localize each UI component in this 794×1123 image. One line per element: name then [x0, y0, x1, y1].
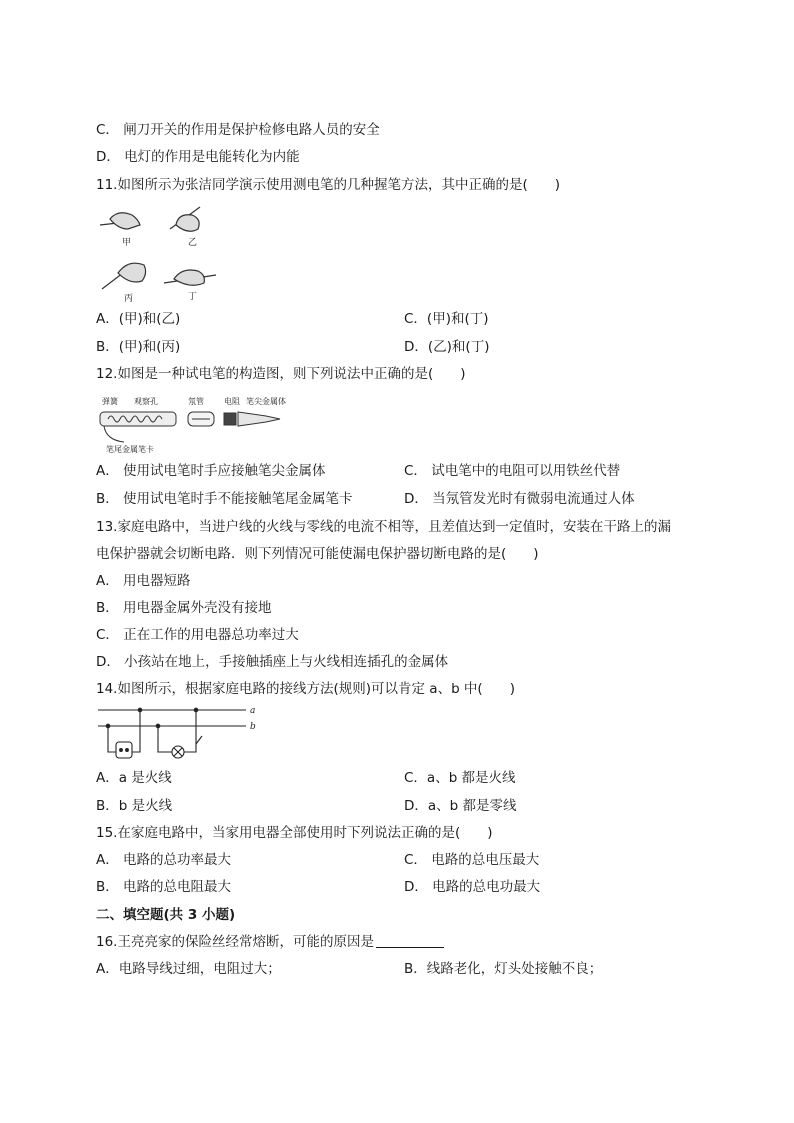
fig11-label-yi: 乙	[188, 238, 198, 248]
section-heading-fill-in: 二、填空题(共 3 小题)	[96, 907, 236, 923]
q12-option-d: D． 当氖管发光时有微弱电流通过人体	[404, 491, 635, 507]
fig12-label-tail-clip: 笔尾金属笔卡	[106, 445, 154, 454]
q11-option-d: D．(乙)和(丁)	[404, 339, 490, 355]
q13-option-d: D． 小孩站在地上，手接触插座上与火线相连插孔的金属体	[96, 654, 449, 670]
q13-option-c: C． 正在工作的用电器总功率过大	[96, 627, 299, 643]
q10-option-c: C． 闸刀开关的作用是保护检修电路人员的安全	[96, 122, 380, 138]
q15-option-d: D． 电路的总电功最大	[404, 879, 541, 895]
q15-stem: 15.在家庭电路中，当家用电器全部使用时下列说法正确的是( )	[96, 825, 493, 841]
q11-option-b: B．(甲)和(丙)	[96, 339, 181, 355]
q12-figure-test-pen	[96, 392, 286, 458]
fig12-label-spring: 弹簧	[102, 397, 118, 406]
q16-stem-text: 16.王亮亮家的保险丝经常熔断，可能的原因是	[96, 934, 374, 950]
q14-option-d: D．a、b 都是零线	[404, 798, 517, 814]
q14-option-b: B．b 是火线	[96, 798, 173, 814]
q12-option-a: A． 使用试电笔时手应接触笔尖金属体	[96, 463, 326, 479]
q14-figure-circuit	[96, 700, 266, 762]
q14-option-a: A．a 是火线	[96, 770, 172, 786]
q13-stem-line2: 电保护器就会切断电路．则下列情况可能使漏电保护器切断电路的是( )	[96, 546, 539, 562]
q12-option-b: B． 使用试电笔时手不能接触笔尾金属笔卡	[96, 491, 353, 507]
q16-option-b: B．线路老化，灯头处接触不良；	[404, 961, 603, 977]
q11-figure-pen-grips	[96, 203, 226, 305]
fig11-label-ding: 丁	[188, 292, 198, 302]
q15-option-c: C． 电路的总电压最大	[404, 852, 540, 868]
q14-stem: 14.如图所示，根据家庭电路的接线方法(规则)可以肯定 a、b 中( )	[96, 681, 515, 697]
q10-option-d: D． 电灯的作用是电能转化为内能	[96, 149, 300, 165]
q15-option-b: B． 电路的总电阻最大	[96, 879, 232, 895]
q13-option-a: A． 用电器短路	[96, 573, 191, 589]
fig11-label-jia: 甲	[122, 238, 132, 248]
q12-stem: 12.如图是一种试电笔的构造图，则下列说法中正确的是( )	[96, 366, 466, 382]
q16-option-a: A．电路导线过细，电阻过大；	[96, 961, 281, 977]
q15-option-a: A． 电路的总功率最大	[96, 852, 232, 868]
q16-stem	[96, 932, 444, 952]
q11-option-c: C．(甲)和(丁)	[404, 311, 489, 327]
fig12-label-resistor: 电阻	[224, 397, 240, 406]
q14-option-c: C．a、b 都是火线	[404, 770, 516, 786]
q16-answer-blank[interactable]	[376, 933, 444, 948]
q11-stem: 11.如图所示为张洁同学演示使用测电笔的几种握笔方法，其中正确的是( )	[96, 177, 561, 193]
q13-stem-line1: 13.家庭电路中，当进户线的火线与零线的电流不相等，且差值达到一定值时，安装在干路上的漏	[96, 519, 671, 535]
fig12-label-neon-tube: 氖管	[188, 397, 204, 406]
fig14-label-b: b	[250, 722, 256, 732]
fig12-label-window: 观察孔	[134, 397, 158, 406]
q12-option-c: C． 试电笔中的电阻可以用铁丝代替	[404, 463, 621, 479]
q11-option-a: A．(甲)和(乙)	[96, 311, 181, 327]
fig11-label-bing: 丙	[124, 294, 134, 304]
fig12-label-tip-metal: 笔尖金属体	[246, 397, 286, 406]
fig14-label-a: a	[250, 706, 256, 716]
q13-option-b: B． 用电器金属外壳没有接地	[96, 600, 272, 616]
